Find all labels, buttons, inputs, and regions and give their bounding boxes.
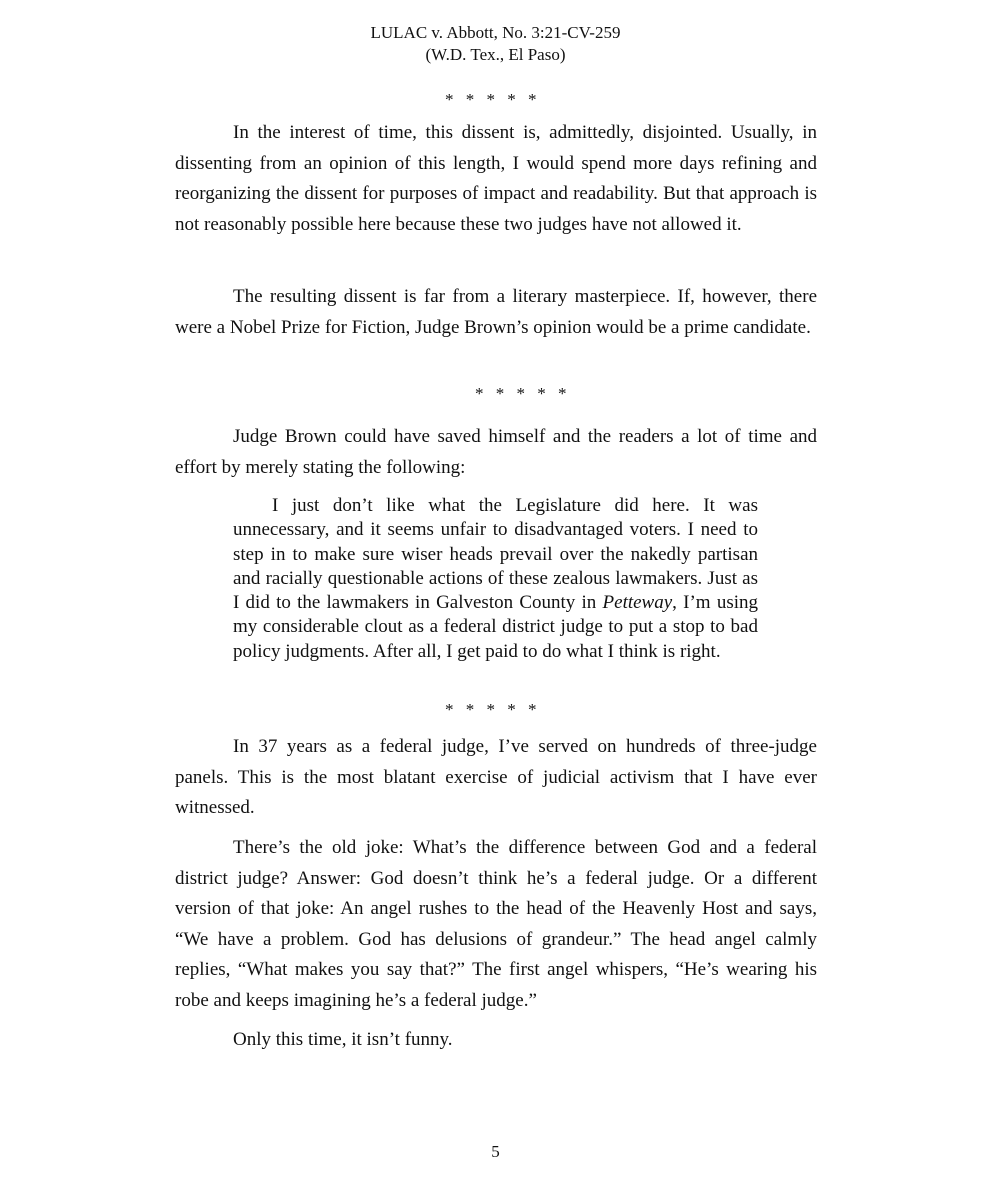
paragraph-disjointed-dissent: In the interest of time, this dissent is, admittedly, disjointed. Usually, in dissenting from an opinion of this length, I would spend more days refining and reorganizing the dissent for purposes of impact and readability. But that approach is not reasonably possible here because these two judges have not allowed it. (175, 122, 817, 235)
block-quote (233, 494, 758, 664)
section-separator-3: * * * * * (445, 700, 537, 719)
paragraph-not-funny: Only this time, it isn’t funny. (233, 1029, 453, 1050)
paragraph-nobel-prize: The resulting dissent is far from a literary masterpiece. If, however, there were a Nobel Prize for Fiction, Judge Brown’s opinion would be a prime candidate. (175, 286, 817, 338)
section-separator-1: * * * * * (445, 90, 537, 109)
paragraph-judge-brown-intro: Judge Brown could have saved himself and the readers a lot of time and effort by merely stating the following: (175, 426, 817, 478)
case-caption-header (0, 22, 991, 66)
page-number: 5 (491, 1142, 500, 1161)
case-caption-line-1: LULAC v. Abbott, No. 3:21-CV-259 (370, 23, 621, 42)
case-name-petteway: Petteway (602, 592, 673, 614)
paragraph-judicial-activism: In 37 years as a federal judge, I’ve served on hundreds of three-judge panels. This is the most blatant exercise of judicial activism that I have ever witnessed. (175, 736, 817, 818)
block-quote-text-1: I just don’t like what the Legislature did here. It was unnecessary, and it seems unfair to disadvantaged voters. I need to step in to make sure wiser heads prevail over the nakedly partisan and racially questionable actions of these zealous lawmakers. Just as I did to the lawmakers in Galveston County in (233, 495, 758, 614)
block-quote-text-2: , I’m using my considerable clout as a federal district judge to put a stop to bad policy judgments. After all, I get paid to do what I think is right. (233, 592, 758, 662)
case-caption-line-2: (W.D. Tex., El Paso) (425, 45, 566, 64)
section-separator-2: * * * * * (475, 384, 567, 403)
paragraph-old-joke: There’s the old joke: What’s the difference between God and a federal district judge? Answer: God doesn’t think he’s a federal judge. Or a different version of that joke: An angel rushes to the head of the Heavenly Host and says, “We have a problem. God has delusions of grandeur.” The head angel calmly replies, “What makes you say that?” The first angel whispers, “He’s wearing his robe and keeps imagining he’s a federal judge.” (175, 837, 817, 1011)
